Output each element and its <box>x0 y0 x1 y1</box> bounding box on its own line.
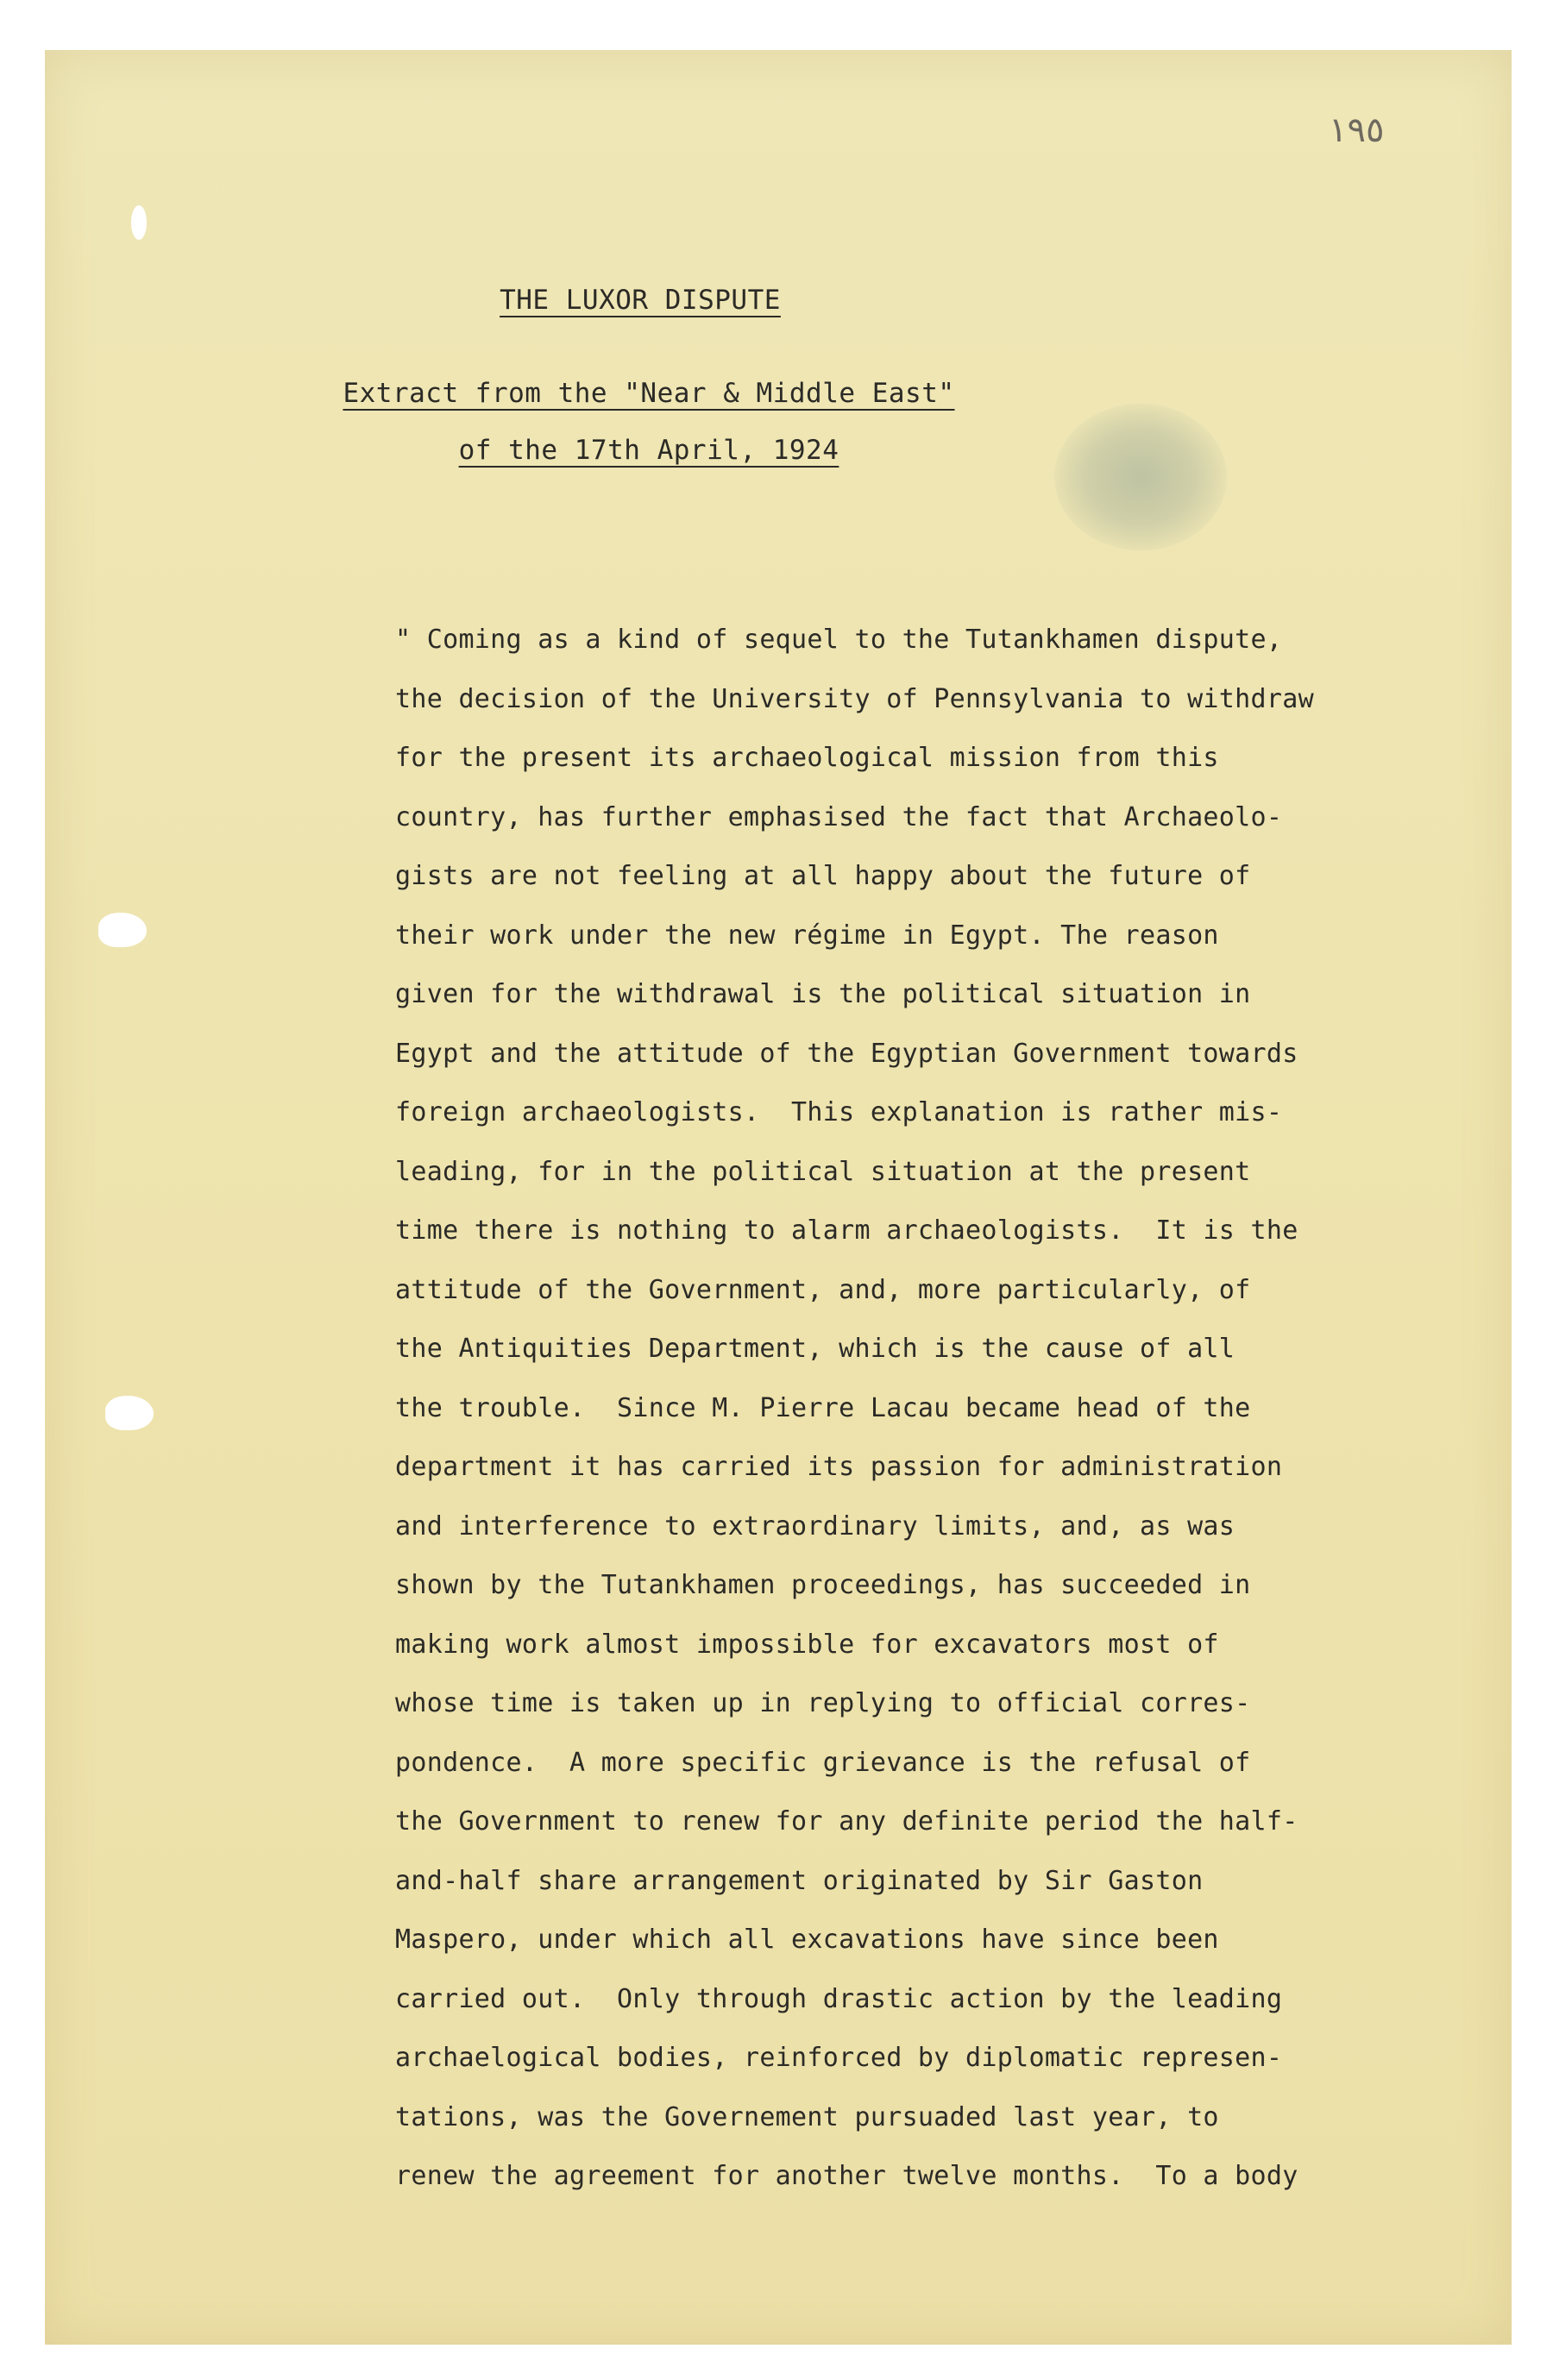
body-line: and-half share arrangement originated by Sir Gaston <box>395 1865 1204 1896</box>
body-line: " Coming as a kind of sequel to the Tutankhamen dispute, <box>395 625 1283 655</box>
subtitle-line1-text: Extract from the "Near & Middle East" <box>343 378 955 409</box>
paper-tear <box>131 205 147 240</box>
document-title-text: THE LUXOR DISPUTE <box>500 285 781 316</box>
body-line: whose time is taken up in replying to official corres- <box>395 1688 1251 1718</box>
body-line: for the present its archaeological mission from this <box>395 743 1219 773</box>
body-line: archaelogical bodies, reinforced by diplomatic represen- <box>395 2043 1283 2073</box>
body-line: gists are not feeling at all happy about the future of <box>395 861 1251 891</box>
body-line: foreign archaeologists. This explanation is rather mis- <box>395 1097 1283 1127</box>
body-line: pondence. A more specific grievance is the refusal of <box>395 1747 1251 1778</box>
body-line: the trouble. Since M. Pierre Lacau became head of the <box>395 1392 1251 1423</box>
document-subtitle-line1 <box>0 378 1382 409</box>
body-line: the Government to renew for any definite period the half- <box>395 1806 1298 1837</box>
body-line: the Antiquities Department, which is the cause of all <box>395 1334 1235 1364</box>
punch-hole <box>105 1396 154 1430</box>
body-line: their work under the new régime in Egypt. The reason <box>395 920 1219 951</box>
body-line: the decision of the University of Pennsylvania to withdraw <box>395 683 1314 714</box>
body-line: Egypt and the attitude of the Egyptian Government towards <box>395 1038 1298 1069</box>
body-text <box>395 611 1508 2207</box>
document-page <box>45 50 1512 2345</box>
body-line: renew the agreement for another twelve months. To a body <box>395 2161 1298 2191</box>
ink-stamp <box>1054 404 1227 550</box>
body-line: tations, was the Governement pursuaded last year, to <box>395 2101 1219 2132</box>
punch-hole <box>98 913 147 947</box>
body-line: Maspero, under which all excavations have since been <box>395 1925 1219 1955</box>
body-line: attitude of the Government, and, more particularly, of <box>395 1274 1251 1305</box>
body-line: given for the withdrawal is the political situation in <box>395 979 1251 1009</box>
body-line: and interference to extraordinary limits, and, as was <box>395 1510 1235 1542</box>
body-line: shown by the Tutankhamen proceedings, has succeeded in <box>395 1570 1251 1600</box>
body-line: country, has further emphasised the fact that Archaeolo- <box>395 801 1283 832</box>
body-line: time there is nothing to alarm archaeologists. It is the <box>395 1215 1298 1246</box>
body-line: leading, for in the political situation at the present <box>395 1156 1251 1187</box>
body-line: making work almost impossible for excavators most of <box>395 1629 1219 1660</box>
subtitle-line2-text: of the 17th April, 1924 <box>458 435 839 466</box>
body-line: carried out. Only through drastic action by the leading <box>395 1983 1283 2014</box>
document-title <box>0 285 1374 316</box>
body-line: department it has carried its passion for administration <box>395 1452 1283 1482</box>
handwritten-page-number: ١٩٥ <box>1329 110 1385 150</box>
